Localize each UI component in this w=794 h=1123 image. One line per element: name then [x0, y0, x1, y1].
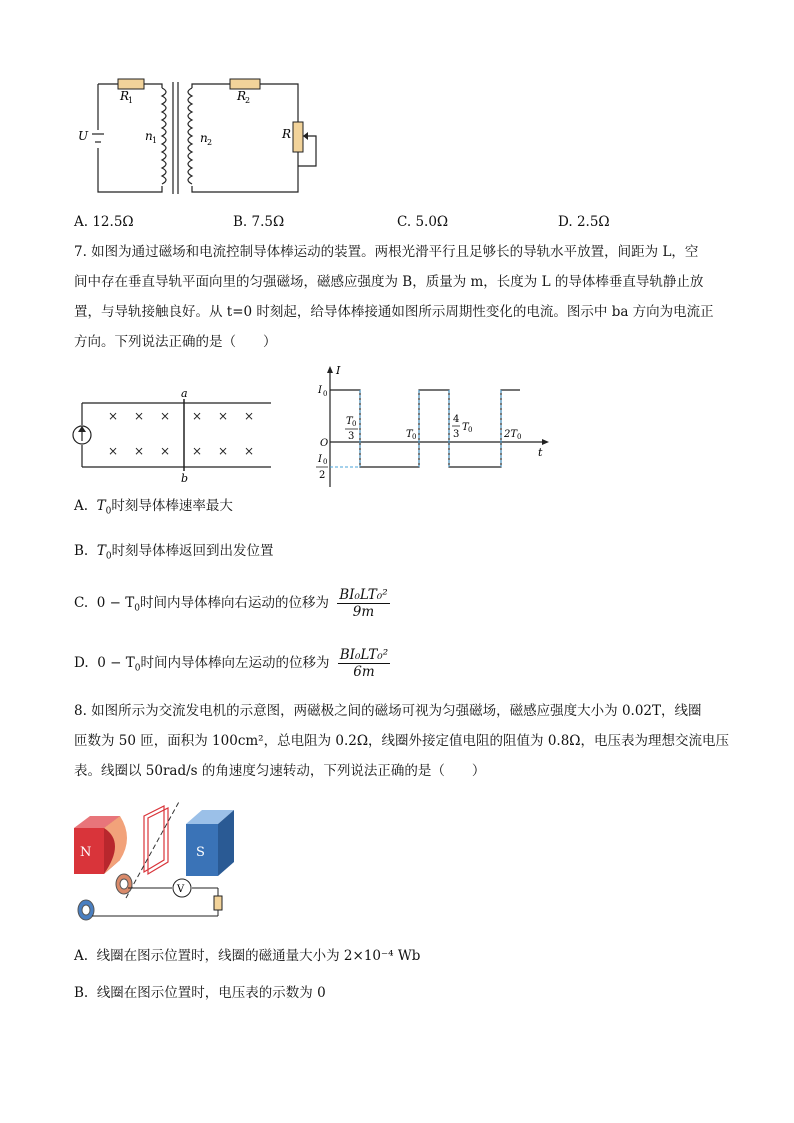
q7-option-b[interactable]: B. $T_0$时刻导体棒返回到出发位置 — [74, 543, 274, 562]
q7-c-fraction: $\frac{\text{BI₀LT₀²}}{9m}$ — [339, 587, 388, 620]
resistor-r2 — [230, 79, 260, 89]
q8-stem-line-2: 匝数为 50 匝，面积为 100cm²，总电阻为 0.2Ω，线圈外接定值电阻的阻值为 0.8Ω，电压表为理想交流电压 — [74, 733, 729, 749]
field-cross-marks — [108, 409, 254, 458]
svg-text:×: × — [244, 409, 255, 423]
svg-text:×: × — [218, 444, 229, 458]
svg-text:×: × — [134, 409, 145, 423]
svg-text:1: 1 — [128, 96, 134, 105]
svg-text:×: × — [244, 444, 255, 458]
transformer-circuit-figure — [70, 70, 330, 200]
q7-option-d[interactable]: D. $0 - T_0$时间内导体棒向左运动的位移为 $\frac{\text{BI₀LT₀²}}{6m}$ — [74, 647, 389, 680]
magnet-s-label: S — [196, 845, 205, 860]
q7-d-fraction: $\frac{\text{BI₀LT₀²}}{6m}$ — [339, 647, 389, 680]
label-2t0: 2T — [504, 429, 518, 440]
label-a: a — [181, 387, 188, 400]
svg-text:×: × — [108, 444, 119, 458]
svg-text:0: 0 — [517, 433, 522, 441]
q7-option-c[interactable]: C. $0 - T_0$时间内导体棒向右运动的位移为 $\frac{\text{BI₀LT₀²}}{9m}$ — [74, 587, 388, 620]
label-t0-over-3: T — [346, 416, 353, 427]
svg-text:2: 2 — [319, 470, 326, 481]
q6-option-a[interactable]: A. 12.5Ω — [74, 214, 134, 230]
label-r2: R — [237, 89, 247, 103]
label-b: b — [181, 472, 189, 485]
magnet-n-label: N — [80, 845, 92, 860]
q7-option-a[interactable]: A. $T_0$时刻导体棒速率最大 — [74, 498, 233, 517]
q8-stem-line-1: 8. 如图所示为交流发电机的示意图，两磁极之间的磁场可视为匀强磁场，磁感应强度大小为 0.02T，线圈 — [74, 703, 702, 719]
svg-text:0: 0 — [352, 420, 357, 428]
svg-text:×: × — [192, 444, 203, 458]
label-neg-i0-over-2: I — [318, 454, 322, 465]
fixed-resistor — [214, 896, 222, 910]
svg-text:1: 1 — [152, 136, 158, 145]
svg-text:0: 0 — [468, 426, 473, 434]
q7-stem-line-3: 置，与导轨接触良好。从 t=0 时刻起，给导体棒接通如图所示周期性变化的电流。图示中 ba 方向为电流正 — [74, 304, 714, 320]
q7-stem-line-4: 方向。下列说法正确的是（ ） — [74, 334, 277, 350]
svg-text:0: 0 — [323, 390, 328, 398]
q7-stem-line-1: 7. 如图为通过磁场和电流控制导体棒运动的装置。两根光滑平行且足够长的导轨水平放置，间距为 L，空 — [74, 244, 699, 260]
q7-stem-line-2: 间中存在垂直导轨平面向里的匀强磁场，磁感应强度为 B，质量为 m，长度为 L 的导体棒垂直导轨静止放 — [74, 274, 704, 290]
axis-t: t — [538, 446, 543, 459]
label-four-thirds-t0: 4 — [453, 414, 460, 425]
q8-option-a[interactable]: A. 线圈在图示位置时，线圈的磁通量大小为 2×10⁻⁴ Wb — [74, 948, 421, 964]
rail-magnetic-field-figure — [66, 385, 276, 485]
svg-text:2: 2 — [245, 96, 251, 105]
svg-text:3: 3 — [348, 431, 355, 442]
label-u: U — [78, 129, 89, 143]
svg-text:T: T — [462, 422, 469, 433]
svg-text:×: × — [192, 409, 203, 423]
resistor-r1 — [118, 79, 144, 89]
ac-generator-figure — [68, 798, 238, 930]
svg-text:×: × — [134, 444, 145, 458]
label-i0: I — [318, 385, 322, 396]
label-n1: n — [145, 129, 153, 143]
svg-text:0: 0 — [412, 433, 417, 441]
current-time-graph — [310, 362, 550, 492]
axis-i: I — [336, 364, 341, 377]
svg-text:3: 3 — [453, 429, 460, 440]
variable-resistor — [293, 122, 303, 152]
svg-text:×: × — [160, 409, 171, 423]
label-r1: R — [120, 89, 130, 103]
svg-text:×: × — [218, 409, 229, 423]
svg-text:2: 2 — [207, 138, 213, 147]
q8-option-b[interactable]: B. 线圈在图示位置时，电压表的示数为 0 — [74, 985, 326, 1001]
q8-stem-line-3: 表。线圈以 50rad/s 的角速度匀速转动，下列说法正确的是（ ） — [74, 763, 486, 779]
label-n2: n — [200, 131, 208, 145]
q6-option-d[interactable]: D. 2.5Ω — [558, 214, 610, 230]
q6-option-c[interactable]: C. 5.0Ω — [397, 214, 449, 230]
label-t0: T — [406, 429, 413, 440]
voltmeter-label: V — [177, 884, 185, 895]
svg-text:0: 0 — [323, 458, 328, 466]
q6-option-b[interactable]: B. 7.5Ω — [233, 214, 285, 230]
label-o: O — [320, 438, 329, 449]
label-r: R — [282, 127, 292, 141]
svg-text:×: × — [108, 409, 119, 423]
svg-text:×: × — [160, 444, 171, 458]
